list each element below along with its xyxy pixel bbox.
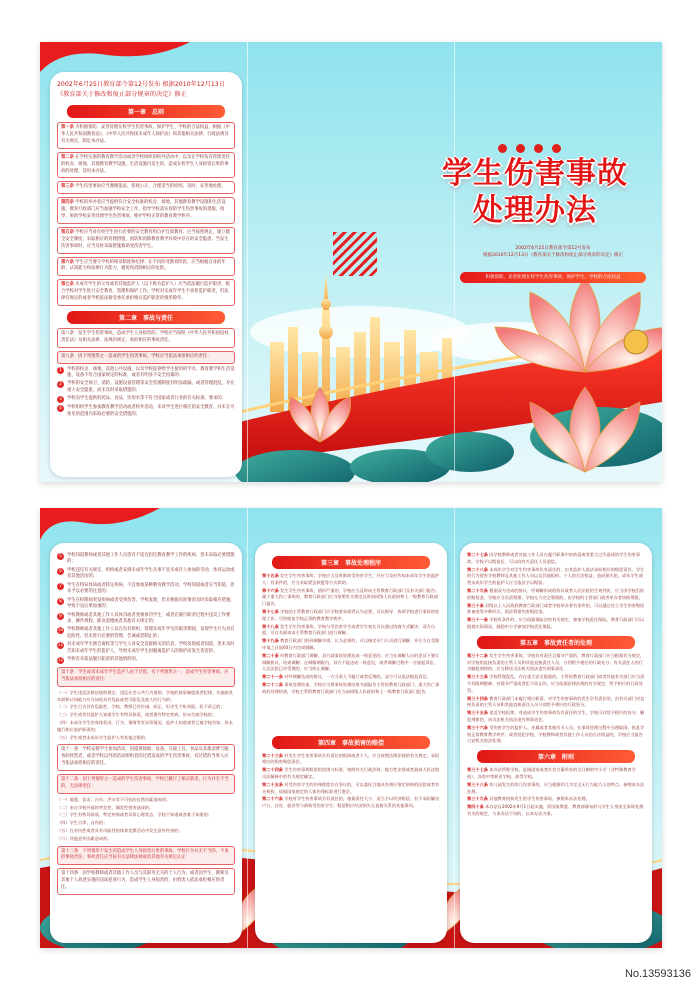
chapter-heading: 第四章 事故损害的赔偿 [272, 736, 430, 749]
panel-5 [255, 543, 447, 943]
article-line: 第十七条 学校的主管教育行政部门应学校要求或者认为必要，可以指导、协助学校进行事故的处理工作，尽快恢复学校正常的教育教学秩序。 [262, 608, 440, 621]
panel-1 [50, 72, 242, 477]
article-line: 第三十九条 其他教育机构发生的学生伤害事故，参照本办法处理。 [467, 796, 590, 802]
clause: （二）来自学校外部的突发性、偶发性侵害造成的； [57, 804, 154, 810]
brochure-inner-side [40, 508, 662, 948]
cover-title-line1: 学生伤害事故 [442, 156, 628, 191]
panel-4 [50, 543, 242, 943]
article-1: 第一条 为积极预防、妥善处理在校学生伤害事故，保护学生、学校的合法权益，根据《中华人民共和国教育法》、《中华人民共和国未成年人保护法》和其他相关法律、行政法规及有关规定，制定本办法。 [57, 122, 235, 149]
article-line: 第三十三条 学校管理混乱，存在重大安全隐患的，主管的教育行政部门或者其他有关部门应当责令其限期整顿；对情节严重或者拒不改正的，应当依据法律法规的有关规定，给予相应的行政处罚。 [467, 674, 645, 693]
article-line: 第十六条 发生学生伤害事故，情形严重的，学校应当及时向主管教育行政部门及有关部门报告；属于重大伤亡事故的，教育行政部门应当按照有关规定及时向同级人民政府和上一级教育行政部门报告。 [262, 587, 440, 607]
article-line: 第二十二条 事故处理结束，学校应当将事故处理结果书面报告主管的教育行政部门；重大伤亡事故的处理结果，学校主管的教育行政部门应当向同级人民政府和上一级教育行政部门报告。 [262, 681, 440, 694]
article-5: 第五条 学校应当对在校学生进行必要的安全教育和自护自救教育；应当按照规定，建立健全安全制度，采取相应的管理措施，预防和消除教育教学环境中存在的安全隐患；当发生伤害事故时，应当及时采取措施救助受伤害学生。 [57, 227, 235, 254]
list-item: 7 学生有特异体质或者特定疾病，不宜参加某种教育教学活动，学校知道或者应当知道，但未予以必要的注意的； [57, 583, 235, 596]
cover-title-line2: 处理办法 [473, 193, 597, 228]
fold-line [247, 508, 248, 948]
article-10: 第十条 学生或者未成年学生监护人由于过错，有下列情形之一，造成学生伤害事故，应当依法承担相应的责任： [57, 667, 235, 687]
list-item: 6 学校违反有关规定，组织或者安排未成年学生从事不宜未成年人参加的劳动、体育运动或者其他活动的； [57, 568, 235, 581]
cover-dots [498, 144, 561, 153]
chapter-heading: 第五章 事故责任者的处理 [477, 636, 635, 649]
clause: （五）在对抗性或者具有风险性的体育竞赛活动中发生意外伤害的； [57, 828, 183, 834]
chapter-heading: 第六章 附则 [477, 750, 635, 763]
decor-stripes [333, 232, 377, 276]
article-8: 第八条 发生学生伤害事故，造成学生人身损害的，学校应当按照《中华人民共和国侵权责任法》及相关法律、法规的规定，承担相应的事故责任。 [57, 328, 235, 348]
article-2: 第二条 在学校实施的教育教学活动或者学校组织的校外活动中，以及在学校负有管理责任的校舍、场地、其他教育教学设施、生活设施内发生的，造成在校学生人身损害后果的事故的处理，适用本办法。 [57, 152, 235, 179]
article-line: 第三十七条 本办法所称学校，是指国家或者社会力量举办的全日制的中小学（含特殊教育学校）、各类中等职业学校、高等学校。 [467, 767, 636, 779]
clause: （一）地震、雷击、台风、洪水等不可抗的自然因素造成的； [57, 796, 171, 802]
clause: （一）学生违反法律法规的规定，违反社会公共行为准则、学校的规章制度或者纪律，实施按其年龄和认知能力应当知道具有危险或者可能危及他人的行为的； [57, 689, 233, 702]
article-line: 第三十条 县级以上人民政府教育行政部门或者学校举办者有条件的，可以通过设立学生伤害赔偿准备金等多种形式，依法筹措伤害赔偿金。 [467, 602, 645, 615]
fold-line [454, 42, 455, 482]
article-line: 第二十七条 因学校教师或者其他工作人员在履行职务中的故意或者重大过失造成的学生伤害事故，学校予以赔偿后，可以向有关责任人员追偿。 [467, 552, 641, 564]
panel-6 [460, 543, 652, 943]
article-14: 第十四条 因学校教师或者其他工作人员与其职务无关的个人行为，或者因学生、教师及其他个人故意实施的违法犯罪行为，造成学生人身损害的，由致害人依法承担相应的责任。 [57, 868, 235, 895]
clause: （六）其他意外因素造成的。 [57, 835, 112, 841]
article-line: 第十九条 教育行政部门收到调解申请，认为必要的，可以指定专门人员进行调解，并应当在受理申请之日起60日内完成调解。 [262, 638, 440, 650]
article-3: 第三条 学生伤害事故应当遵循依法、客观公正、合理适当的原则，及时、妥善地处理。 [57, 181, 235, 194]
list-item: 10 学校教师或者其他工作人员在负有组织、管理未成年学生的职责期间，发现学生行为具有危险性，但未进行必要的管理、告诫或者制止的； [57, 627, 235, 639]
list-item: 12 学校有未依法履行职责的其他情形的。 [57, 657, 141, 664]
brochure-outer-side [40, 42, 662, 482]
clause: （三）学生有特异体质、特定疾病或者异常心理状态，学校不知道或者难于知道的； [57, 812, 212, 818]
article-line: 第二十九条 根据双方达成的协议、经调解形成的协议或者人民法院的生效判决，应当由学校负担的赔偿金，学校应当负责筹措；学校无力完全筹措的，由学校的主管部门或者举办者协助筹措。 [467, 587, 645, 600]
article-line: 第三十四条 教育行政部门未履行相应职责，对学生伤害事故的发生负有责任的，由有关部门对直接负责的主管人员和其他直接责任人员分别给予相应的行政处分。 [467, 695, 645, 708]
article-line: 第十八条 发生学生伤害事故，学校与受伤害学生或者学生家长可以通过协商方式解决；双方自愿，可以书面请求主管教育行政部门进行调解。 [262, 623, 436, 636]
article-line: 第三十二条 发生学生伤害事故，学校负有责任且情节严重的，教育行政部门应当根据有关规定，对学校的直接负责的主管人员和其他直接责任人员，分别给予相应的行政处分；有关责任人的行为触犯刑律的，应当移送司法机关依法追究刑事责任。 [467, 652, 645, 672]
clause: （二）学生行为具有危险性，学校、教师已经告诫、纠正，但学生不听劝阻、拒不改正的； [57, 704, 225, 710]
article-line: 第二十条 经教育行政部门调解，双方就事故处理达成一致意见的，应当在调解人员的见证下签订调解协议，结束调解；在调解期限内，双方不能达成一致意见，或者调解过程中一方提起诉讼，人民法院已经受理的，应当终止调解。 [262, 652, 440, 672]
article-line: 第二十三条 对发生学生伤害事故负有责任的组织或者个人，应当按照法律法规的有关规定，承担相应的损害赔偿责任。 [262, 752, 440, 765]
list-item: 1 学校的校舍、场地、其他公共设施，以及学校提供给学生使用的学具、教育教学和生活设施、设备不符合国家规定的标准，或者有明显不安全因素的； [57, 367, 235, 380]
list-item: 9 学校教师或者其他工作人员体罚或者变相体罚学生，或者在履行职责过程中违反工作要求、操作规程、职业道德或者其他有关规定的； [57, 613, 235, 626]
fold-line [454, 508, 455, 948]
article-line: 第三十一条 学校有条件的，应当依据保险法的有关规定，参加学校责任保险。教育行政部门可以根据实际情况，鼓励中小学参加学校责任保险。 [467, 617, 645, 629]
list-item: 5 学校知道教师或者其他工作人员患有不适宜担任教育教学工作的疾病，但未采取必要措施的； [57, 553, 235, 566]
list-item: 11 对未成年学生擅自离校等与学生人身安全直接相关的信息，学校发现或者知道，但未及时告知未成年学生的监护人，导致未成年学生因脱离监护人的保护而发生伤害的； [57, 642, 235, 654]
intro-text: 2002年6月25日教育部令第12号发布 根据2010年12月13日《教育部关于修改和废止部分规章的决定》修正 [57, 81, 225, 98]
article-7: 第七条 未成年学生的父母或者其他监护人（以下称为监护人）应当依法履行监护职责，配合学校对学生进行安全教育、管理和保护工作。学校对未成年学生不承担监护职责，但法律有规定的或者学校依法接受委托承担相应监护职责的情形除外。 [57, 279, 235, 306]
article-11: 第十一条 学校安排学生参加活动，因提供场地、设备、交通工具、食品及其他消费与服务的经营者，或者学校以外的活动组织者的过错造成的学生伤害事故，有过错的当事人应当依法承担相应的责任。 [57, 744, 235, 771]
clause: （四）学生自杀、自伤的； [57, 820, 108, 826]
list-item: 4 学校组织学生参加教育教学活动或者校外活动，未对学生进行相应的安全教育，并未在可预见的范围内采取必要的安全措施的； [57, 405, 235, 418]
cover-subtitle: 2002年6月25日教育部令第12号发布 根据2010年12月13日《教育部关于修改和废止部分规章的决定》修正 [483, 246, 623, 259]
chapter-heading: 第一章 总则 [67, 105, 225, 118]
article-line: 第二十四条 学生伤害事故赔偿的范围与标准，按照有关行政法规、地方性法规或者最高人民法院司法解释中的有关规定确定。 [262, 767, 440, 779]
article-4: 第四条 学校的举办者应当提供符合安全标准的校舍、场地、其他教育教学设施和生活设施。教育行政部门应当加强学校安全工作，指导学校落实预防学生伤害事故的措施，指导、协助学校妥善处理学生伤害事故，维护学校正常的教育教学秩序。 [57, 197, 235, 224]
article-9: 第九条 因下列情形之一造成的学生伤害事故，学校应当依法承担相应的责任： [57, 351, 235, 364]
article-line: 第二十八条 未成年学生对学生伤害事故负有责任的，由其监护人依法承担相应的赔偿责任。学生的行为侵害学校教师及其他工作人员以及其他组织、个人的合法权益，造成损失的，成年学生或者未成年学生的监护人应当依法予以赔偿。 [467, 566, 645, 586]
chapter-heading: 第二章 事故与责任 [67, 311, 225, 324]
article-13: 第十三条 下列情形下发生的造成学生人身损害后果的事故，学校行为并无不当的，不承担事故责任；事故责任应当按有关法律法规或者其他有关规定认定： [57, 846, 235, 866]
list-item: 2 学校的安全保卫、消防、设施设备管理等安全管理制度有明显疏漏，或者管理混乱，存在重大安全隐患，而未及时采取措施的； [57, 381, 235, 394]
article-line: 第二十六条 学校对学生伤害事故负有责任的，根据责任大小，适当予以经济赔偿，但不承担解决户口、住房、就业等与救助受伤害学生、赔偿相应经济损失无直接关系的其他事项。 [262, 796, 440, 809]
fold-line [247, 42, 248, 482]
image-id-watermark: No.13593136 [622, 967, 694, 981]
article-12: 第十二条 因下列情形之一造成的学生伤害事故，学校已履行了相应职责，行为并无不当的，无法律责任： [57, 774, 235, 794]
cover-title [415, 155, 655, 229]
article-6: 第六条 学生应当遵守学校的规章制度和纪律；在不同的受教育阶段，应当根据自身的年龄、认知能力和法律行为能力，避免和消除相应的危险。 [57, 257, 235, 277]
clause: （五）学生或者未成年学生监护人有其他过错的。 [57, 734, 150, 740]
list-item: 8 学生在校期间突发疾病或者受到伤害，学校发现，但未根据实际情况及时采取相应措施，导致不良后果加重的； [57, 598, 235, 611]
article-line: 第三十六条 受伤害学生的监护人、亲属或者其他有关人员，在事故处理过程中无理取闹，扰乱学校正常教育教学秩序，或者侵犯学校、学校教师或者其他工作人员的合法权益的，学校应当报告公安机关依法处理。 [467, 724, 645, 744]
article-line: 第二十五条 对受伤害学生的伤残程度存在争议的，可以委托当地具有相应鉴定资格的医院或者有关机构，依据国家规定的人体伤残标准进行鉴定。 [262, 781, 440, 794]
article-line: 第二十一条 对经调解达成的协议，一方当事人不履行或者反悔的，双方可以依法提起诉讼。 [262, 674, 431, 680]
article-line: 第三十五条 违反学校纪律，对造成学生伤害事故负有责任的学生，学校可以给予相应的处分；触犯刑律的，由司法机关依法追究刑事责任。 [467, 710, 645, 722]
clause: （三）学生或者其监护人知道学生有特异体质，或者患有特定疾病，但未告知学校的； [57, 712, 217, 718]
list-item: 3 学校向学生提供的药品、食品、饮用水等不符合国家或者行业的有关标准、要求的； [57, 396, 235, 403]
cover-slogan: 积极预防、妥善处理在校学生伤害事故，保护学生、学校的合法权益 [460, 272, 646, 283]
article-line: 第三十八条 幼儿园发生的幼儿伤害事故，应当根据幼儿为完全无行为能力人的特点，参照本办法处理。 [467, 781, 645, 794]
chapter-heading: 第三章 事故处理程序 [272, 556, 430, 569]
article-line: 第四十条 本办法自2002年9月1日起实施，原国家教委、教育部颁布的与学生人身安全事故处理有关的规定，与本办法不符的，以本办法为准。 [467, 804, 644, 816]
article-line: 第十五条 发生学生伤害事故，学校应当及时救助受伤害学生，并应当及时告知未成年学生的监护人；有条件的，应当采取紧急救援等方式救助。 [262, 573, 440, 585]
clause: （四）未成年学生的身体状况、行为、情绪等有异常情况，监护人知道或者已被学校告知，但未履行相应监护职责的； [57, 720, 233, 732]
